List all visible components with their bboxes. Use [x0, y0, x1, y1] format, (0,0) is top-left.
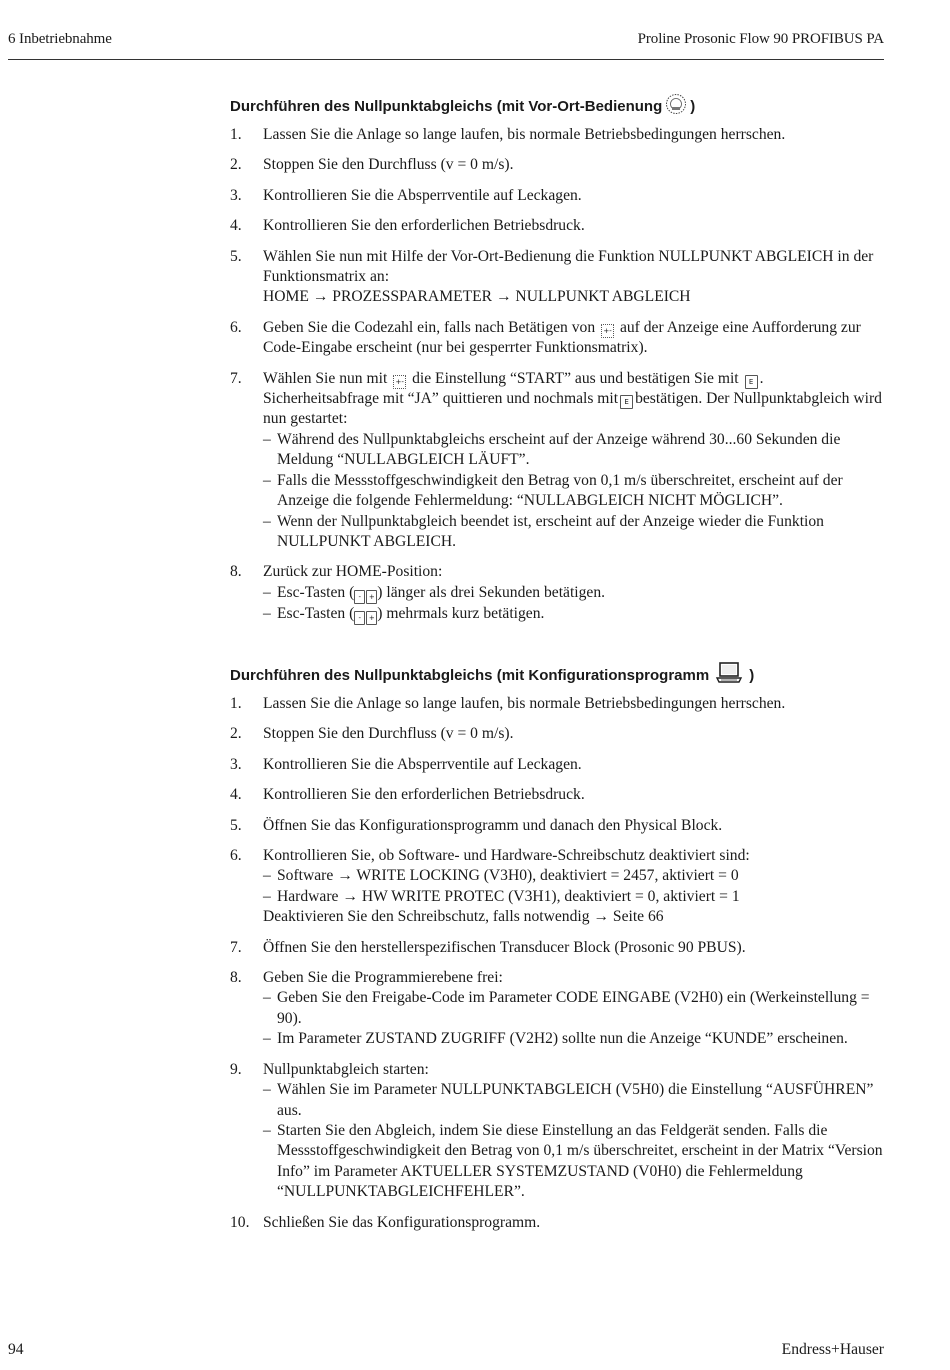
- step-number: 6.: [230, 847, 242, 865]
- page-number: 94: [8, 1341, 24, 1358]
- step-text: Lassen Sie die Anlage so lange laufen, bis normale Betriebsbedingungen herrschen.: [263, 126, 786, 143]
- esc-keys-icon: [354, 590, 377, 604]
- bullet-item: – Software → WRITE LOCKING (V3H0), deaktiviert = 2457, aktiviert = 0: [263, 866, 884, 886]
- list-item: [230, 755, 884, 775]
- step-text: Schließen Sie das Konfigurationsprogramm.: [263, 1213, 541, 1231]
- plus-key-icon: +: [366, 590, 377, 604]
- steps-config: [230, 694, 884, 1233]
- step-text: auf der Anzeige eine Aufforderung zur Code-Eingabe erscheint (nur bei gesperrter Funktionsmatrix).: [263, 318, 861, 357]
- step-text: Kontrollieren Sie den erforderlichen Betriebsdruck.: [263, 786, 585, 804]
- section-title-config-text: Durchführen des Nullpunktabgleichs (mit Konfigurationsprogramm: [230, 666, 710, 684]
- list-item: [230, 785, 884, 805]
- step-text: Geben Sie die Programmierebene frei:: [263, 969, 503, 987]
- bullet-text: Esc-Tasten (: [277, 583, 355, 601]
- step-number: 5.: [230, 247, 242, 265]
- step-number: 5.: [230, 816, 242, 834]
- bullet-item: – Geben Sie den Freigabe-Code im Parameter CODE EINGABE (V2H0) ein (Werkeinstellung = 90).: [263, 988, 884, 1029]
- section-local-operation: [230, 95, 884, 635]
- header-chapter: 6 Inbetriebnahme: [8, 31, 112, 47]
- bullet-text: ) mehrmals kurz betätigen.: [377, 604, 545, 622]
- step-number: 7.: [230, 369, 242, 387]
- step-number: 3.: [230, 755, 242, 773]
- list-item: [230, 247, 884, 308]
- list-item: [230, 216, 884, 236]
- brand-name: Endress+Hauser: [781, 1341, 884, 1358]
- bullet-text: ) länger als drei Sekunden betätigen.: [377, 583, 606, 601]
- step-number: 7.: [230, 938, 242, 956]
- list-item: [230, 694, 884, 714]
- plus-minus-key-icon: +-: [393, 375, 406, 389]
- section-title-local: [230, 95, 884, 119]
- bullet-item: – Hardware → HW WRITE PROTEC (V3H1), deaktiviert = 0, aktiviert = 1: [263, 887, 884, 907]
- list-item: [230, 968, 884, 1050]
- step-number: 9.: [230, 1060, 242, 1078]
- header-rule: [8, 59, 884, 60]
- step-text: Kontrollieren Sie die Absperrventile auf Leckagen.: [263, 186, 582, 204]
- section-title-config-close: ): [749, 666, 755, 684]
- step-number: 1.: [230, 126, 242, 143]
- step-text: Lassen Sie die Anlage so lange laufen, bis normale Betriebsbedingungen herrschen.: [263, 695, 786, 712]
- step-number: 1.: [230, 695, 242, 712]
- section-title-local-close: ): [690, 97, 696, 115]
- step-text: Wählen Sie nun mit Hilfe der Vor-Ort-Bedienung die Funktion NULLPUNKT ABGLEICH in der Funktionsmatrix an:: [263, 247, 874, 286]
- laptop-icon: [715, 662, 743, 690]
- bullet-item: – Falls die Messstoffgeschwindigkeit den Betrag von 0,1 m/s überschreitet, erscheint auf der Anzeige die folgende Fehlermeldung: “NULLABGLEICH NICHT MÖGLICH”.: [263, 471, 884, 512]
- bullet-item: – Wählen Sie im Parameter NULLPUNKTABGLEICH (V5H0) die Einstellung “AUSFÜHREN” aus.: [263, 1080, 884, 1121]
- bullet-item: [263, 583, 884, 604]
- step-text: Nullpunktabgleich starten:: [263, 1060, 429, 1078]
- list-item: [230, 816, 884, 836]
- step-text: Wählen Sie nun mit: [263, 369, 388, 387]
- step-number: 8.: [230, 563, 242, 581]
- step-text: Zurück zur HOME-Position:: [263, 563, 443, 581]
- bullet-text: Esc-Tasten (: [277, 604, 355, 622]
- step-text: Sicherheitsabfrage mit “JA” quittieren und nochmals mit: [263, 390, 619, 408]
- list-item: [230, 724, 884, 744]
- menu-path: HOME → PROZESSPARAMETER → NULLPUNKT ABGLEICH: [263, 288, 691, 306]
- plus-minus-key-icon: +-: [601, 324, 614, 338]
- plus-key-icon: +: [366, 611, 377, 625]
- step-text: Geben Sie die Codezahl ein, falls nach Betätigen von: [263, 318, 596, 336]
- list-item: [230, 369, 884, 553]
- list-item: [230, 1213, 884, 1233]
- step-text: Kontrollieren Sie den erforderlichen Betriebsdruck.: [263, 217, 585, 235]
- header-product: Proline Prosonic Flow 90 PROFIBUS PA: [637, 31, 884, 47]
- step-text: Stoppen Sie den Durchfluss (v = 0 m/s).: [263, 156, 514, 174]
- list-item: [230, 186, 884, 206]
- step-number: 10.: [230, 1213, 250, 1231]
- list-item: [230, 846, 884, 928]
- bullet-item: [263, 604, 884, 625]
- list-item: [230, 938, 884, 958]
- esc-keys-icon: [354, 611, 377, 625]
- minus-key-icon: -: [354, 590, 365, 604]
- minus-key-icon: -: [354, 611, 365, 625]
- section-config-program: [230, 664, 884, 1243]
- bullet-item: – Im Parameter ZUSTAND ZUGRIFF (V2H2) sollte nun die Anzeige “KUNDE” erscheinen.: [263, 1029, 884, 1049]
- step-text: .: [759, 369, 764, 387]
- local-operation-icon: [664, 93, 688, 121]
- step-text: Stoppen Sie den Durchfluss (v = 0 m/s).: [263, 725, 514, 743]
- step-text: Öffnen Sie das Konfigurationsprogramm und danach den Physical Block.: [263, 816, 723, 834]
- section-title-config: [230, 664, 884, 688]
- step-number: 2.: [230, 725, 242, 743]
- step-text: die Einstellung “START” aus und bestätigen Sie mit: [412, 369, 739, 387]
- list-item: [230, 155, 884, 175]
- list-item: [230, 125, 884, 145]
- step-text: Kontrollieren Sie, ob Software- und Hardware-Schreibschutz deaktiviert sind:: [263, 847, 750, 865]
- step-number: 6.: [230, 318, 242, 336]
- step-number: 8.: [230, 969, 242, 987]
- step-number: 3.: [230, 186, 242, 204]
- list-item: [230, 1060, 884, 1203]
- step-number: 2.: [230, 156, 242, 174]
- enter-key-icon: E: [745, 375, 758, 389]
- list-item: [230, 562, 884, 624]
- step-number: 4.: [230, 217, 242, 235]
- bullet-item: – Während des Nullpunktabgleichs erscheint auf der Anzeige während 30...60 Sekunden die Meldung “NULLABGLEICH LÄUFT”.: [263, 430, 884, 471]
- cross-reference: Deaktivieren Sie den Schreibschutz, falls notwendig → Seite 66: [263, 908, 664, 926]
- bullet-item: – Starten Sie den Abgleich, indem Sie diese Einstellung an das Feldgerät senden. Falls die Messstoffgeschwindigkeit den Betrag von 0,1 m/s überschreitet, erscheint in der Matrix “Version Info” im Parameter AKTUELLER SYSTEMZUSTAND (V0H0) die Fehlermeldung “NULLPUNKTABGLEICHFEHLER”.: [263, 1121, 884, 1203]
- step-text: bestätigen. Der Nullpunktabgleich wird nun gestartet:: [263, 390, 882, 428]
- enter-key-icon: E: [620, 395, 633, 409]
- list-item: [230, 318, 884, 359]
- steps-local: [230, 125, 884, 625]
- step-number: 4.: [230, 786, 242, 804]
- bullet-item: – Wenn der Nullpunktabgleich beendet ist, erscheint auf der Anzeige wieder die Funktion NULLPUNKT ABGLEICH.: [263, 512, 884, 553]
- step-text: Kontrollieren Sie die Absperrventile auf Leckagen.: [263, 755, 582, 773]
- step-text: Öffnen Sie den herstellerspezifischen Transducer Block (Prosonic 90 PBUS).: [263, 938, 746, 956]
- section-title-local-text: Durchführen des Nullpunktabgleichs (mit Vor-Ort-Bedienung: [230, 97, 663, 115]
